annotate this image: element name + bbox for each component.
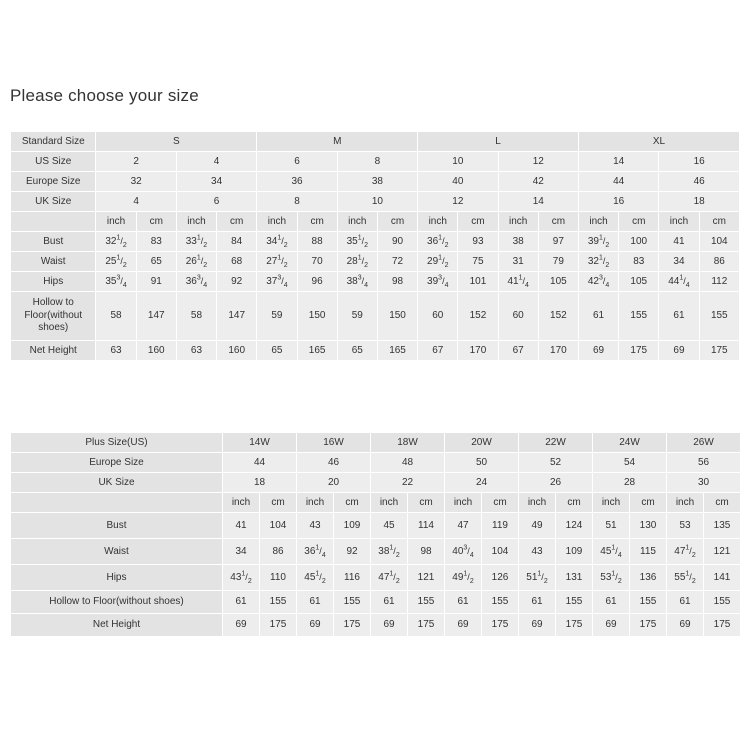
unit-header: cm [704,493,741,513]
measure-value: 65 [337,341,377,361]
size-value: 8 [257,192,337,212]
measure-value: $33^1/_2$ [176,232,216,252]
measure-value: $35^1/_2$ [337,232,377,252]
measure-value: $36^3/_4$ [176,272,216,292]
measure-value: 69 [445,614,482,637]
row-label-hollow-to-floor: Hollow to Floor(without shoes) [11,292,96,341]
measure-value: 141 [704,565,741,591]
measure-value: 175 [630,614,667,637]
size-value: 12 [498,152,578,172]
measure-value: 69 [659,341,699,361]
plus-size-header: 14W [223,433,297,453]
table-row [11,212,740,232]
measure-value: $36^1/_4$ [297,539,334,565]
table-row [11,513,741,539]
measure-value: 38 [498,232,538,252]
size-group-header: S [96,132,257,152]
unit-header: inch [498,212,538,232]
measure-value: $28^1/_2$ [337,252,377,272]
size-value: 44 [578,172,658,192]
size-value: 46 [659,172,740,192]
table-row [11,433,741,453]
size-value: 14 [578,152,658,172]
measure-value: $32^1/_2$ [578,252,618,272]
measure-value: 49 [519,513,556,539]
measure-value: 67 [418,341,458,361]
measure-value: 83 [619,252,659,272]
unit-header: cm [217,212,257,232]
row-label-standard-size: Standard Size [11,132,96,152]
measure-value: 61 [519,591,556,614]
table-row [11,453,741,473]
measure-value: $32^1/_2$ [96,232,136,252]
measure-value: 104 [260,513,297,539]
measure-value: 43 [297,513,334,539]
measure-value: 175 [260,614,297,637]
unit-header: inch [519,493,556,513]
table-row [11,272,740,292]
measure-value: $27^1/_2$ [257,252,297,272]
measure-value: $39^3/_4$ [418,272,458,292]
measure-value: 119 [482,513,519,539]
size-value: 14 [498,192,578,212]
size-value: 28 [593,473,667,493]
row-label-hips: Hips [11,272,96,292]
table-row [11,565,741,591]
measure-value: 86 [260,539,297,565]
measure-value: 58 [176,292,216,341]
measure-value: 41 [659,232,699,252]
measure-value: 124 [556,513,593,539]
plus-size-table [10,432,741,637]
measure-value: 175 [482,614,519,637]
plus-size-header: 16W [297,433,371,453]
measure-value: 104 [482,539,519,565]
measure-value: 155 [334,591,371,614]
measure-value: 70 [297,252,337,272]
row-label-europe-size: Europe Size [11,453,223,473]
unit-header: inch [371,493,408,513]
measure-value: 155 [408,591,445,614]
table-row [11,232,740,252]
table-row [11,493,741,513]
plus-size-header: 20W [445,433,519,453]
measure-value: $43^1/_2$ [223,565,260,591]
size-value: 4 [176,152,256,172]
size-value: 42 [498,172,578,192]
measure-value: 109 [556,539,593,565]
unit-header: cm [260,493,297,513]
measure-value: 104 [699,232,739,252]
measure-value: 165 [297,341,337,361]
size-value: 52 [519,453,593,473]
unit-header: cm [699,212,739,232]
measure-value: $47^1/_2$ [371,565,408,591]
measure-value: $45^1/_2$ [297,565,334,591]
measure-value: 69 [519,614,556,637]
measure-value: $49^1/_2$ [445,565,482,591]
unit-header: inch [223,493,260,513]
measure-value: 96 [297,272,337,292]
size-value: 44 [223,453,297,473]
measure-value: 90 [377,232,417,252]
measure-value: 121 [704,539,741,565]
measure-value: 69 [593,614,630,637]
measure-value: 60 [498,292,538,341]
measure-value: 135 [704,513,741,539]
measure-value: 152 [458,292,498,341]
measure-value: 72 [377,252,417,272]
measure-value: 79 [538,252,578,272]
size-value: 38 [337,172,417,192]
size-value: 16 [659,152,740,172]
measure-value: 31 [498,252,538,272]
table-row [11,591,741,614]
measure-value: $47^1/_2$ [667,539,704,565]
plus-size-header: 22W [519,433,593,453]
measure-value: 67 [498,341,538,361]
size-value: 10 [418,152,498,172]
measure-value: 121 [408,565,445,591]
measure-value: 65 [257,341,297,361]
row-label-bust: Bust [11,232,96,252]
measure-value: 130 [630,513,667,539]
table-row [11,172,740,192]
unit-header: inch [337,212,377,232]
table-row [11,473,741,493]
measure-value: 97 [538,232,578,252]
row-label-net-height: Net Height [11,614,223,637]
unit-header: cm [334,493,371,513]
measure-value: $39^1/_2$ [578,232,618,252]
measure-value: 51 [593,513,630,539]
measure-value: 61 [223,591,260,614]
plus-size-header: 26W [667,433,741,453]
size-value: 4 [96,192,176,212]
measure-value: 47 [445,513,482,539]
measure-value: 69 [297,614,334,637]
size-value: 50 [445,453,519,473]
measure-value: 91 [136,272,176,292]
measure-value: 84 [217,232,257,252]
measure-value: 59 [337,292,377,341]
measure-value: 59 [257,292,297,341]
measure-value: 147 [136,292,176,341]
unit-header: inch [659,212,699,232]
measure-value: 100 [619,232,659,252]
size-value: 24 [445,473,519,493]
unit-header: cm [408,493,445,513]
measure-value: 155 [704,591,741,614]
measure-value: 61 [659,292,699,341]
measure-value: $29^1/_2$ [418,252,458,272]
measure-value: 150 [297,292,337,341]
row-label-units [11,212,96,232]
row-label-europe-size: Europe Size [11,172,96,192]
row-label-uk-size: UK Size [11,473,223,493]
table-row [11,292,740,341]
measure-value: 155 [482,591,519,614]
measure-value: $44^1/_4$ [659,272,699,292]
measure-value: 175 [556,614,593,637]
measure-value: 34 [659,252,699,272]
unit-header: inch [578,212,618,232]
measure-value: 58 [96,292,136,341]
table-row [11,614,741,637]
measure-value: 41 [223,513,260,539]
unit-header: cm [458,212,498,232]
size-value: 40 [418,172,498,192]
unit-header: inch [297,493,334,513]
unit-header: inch [257,212,297,232]
row-label-waist: Waist [11,539,223,565]
size-value: 22 [371,473,445,493]
measure-value: 93 [458,232,498,252]
measure-value: $51^1/_2$ [519,565,556,591]
measure-value: 115 [630,539,667,565]
measure-value: 155 [556,591,593,614]
unit-header: cm [297,212,337,232]
unit-header: cm [630,493,667,513]
measure-value: 60 [418,292,458,341]
measure-value: $36^1/_2$ [418,232,458,252]
measure-value: 69 [578,341,618,361]
size-value: 30 [667,473,741,493]
row-label-us-size: US Size [11,152,96,172]
table-row [11,192,740,212]
size-value: 26 [519,473,593,493]
size-value: 6 [176,192,256,212]
measure-value: $25^1/_2$ [96,252,136,272]
measure-value: 61 [578,292,618,341]
row-label-units [11,493,223,513]
measure-value: 165 [377,341,417,361]
unit-header: inch [418,212,458,232]
measure-value: 155 [699,292,739,341]
size-value: 34 [176,172,256,192]
measure-value: 63 [176,341,216,361]
measure-value: 147 [217,292,257,341]
measure-value: 61 [667,591,704,614]
measure-value: 175 [704,614,741,637]
measure-value: 53 [667,513,704,539]
table-row [11,252,740,272]
measure-value: 114 [408,513,445,539]
size-value: 36 [257,172,337,192]
measure-value: 98 [377,272,417,292]
measure-value: $45^1/_4$ [593,539,630,565]
measure-value: $55^1/_2$ [667,565,704,591]
size-value: 6 [257,152,337,172]
table-row [11,341,740,361]
size-value: 10 [337,192,417,212]
size-value: 48 [371,453,445,473]
measure-value: 105 [538,272,578,292]
row-label-hollow-to-floor: Hollow to Floor(without shoes) [11,591,223,614]
measure-value: 43 [519,539,556,565]
unit-header: inch [667,493,704,513]
measure-value: $42^3/_4$ [578,272,618,292]
measure-value: 98 [408,539,445,565]
table-row [11,132,740,152]
measure-value: 69 [371,614,408,637]
measure-value: 65 [136,252,176,272]
row-label-net-height: Net Height [11,341,96,361]
size-value: 18 [659,192,740,212]
row-label-uk-size: UK Size [11,192,96,212]
measure-value: 155 [619,292,659,341]
unit-header: cm [482,493,519,513]
size-value: 8 [337,152,417,172]
measure-value: 69 [223,614,260,637]
size-value: 32 [96,172,176,192]
measure-value: 110 [260,565,297,591]
measure-value: 170 [458,341,498,361]
measure-value: 68 [217,252,257,272]
measure-value: 131 [556,565,593,591]
row-label-plus-size: Plus Size(US) [11,433,223,453]
unit-header: cm [556,493,593,513]
measure-value: 61 [593,591,630,614]
measure-value: 126 [482,565,519,591]
size-value: 12 [418,192,498,212]
measure-value: 175 [408,614,445,637]
row-label-hips: Hips [11,565,223,591]
unit-header: cm [377,212,417,232]
measure-value: 69 [667,614,704,637]
size-value: 20 [297,473,371,493]
size-value: 18 [223,473,297,493]
measure-value: 152 [538,292,578,341]
measure-value: 155 [260,591,297,614]
measure-value: $53^1/_2$ [593,565,630,591]
size-value: 56 [667,453,741,473]
measure-value: 175 [619,341,659,361]
measure-value: $35^3/_4$ [96,272,136,292]
measure-value: $40^3/_4$ [445,539,482,565]
unit-header: inch [593,493,630,513]
plus-size-header: 18W [371,433,445,453]
measure-value: $26^1/_2$ [176,252,216,272]
measure-value: 116 [334,565,371,591]
size-value: 16 [578,192,658,212]
measure-value: 75 [458,252,498,272]
measure-value: 175 [699,341,739,361]
size-group-header: XL [578,132,739,152]
measure-value: 109 [334,513,371,539]
measure-value: 150 [377,292,417,341]
measure-value: 86 [699,252,739,272]
plus-size-header: 24W [593,433,667,453]
size-value: 2 [96,152,176,172]
table-row [11,539,741,565]
unit-header: inch [445,493,482,513]
measure-value: 160 [217,341,257,361]
measure-value: 170 [538,341,578,361]
measure-value: 101 [458,272,498,292]
unit-header: inch [96,212,136,232]
measure-value: 136 [630,565,667,591]
measure-value: 105 [619,272,659,292]
measure-value: 83 [136,232,176,252]
measure-value: 61 [297,591,334,614]
measure-value: 112 [699,272,739,292]
measure-value: 92 [217,272,257,292]
measure-value: 63 [96,341,136,361]
unit-header: inch [176,212,216,232]
row-label-waist: Waist [11,252,96,272]
measure-value: 175 [334,614,371,637]
table-row [11,152,740,172]
measure-value: 160 [136,341,176,361]
measure-value: 61 [371,591,408,614]
measure-value: $41^1/_4$ [498,272,538,292]
size-value: 54 [593,453,667,473]
measure-value: $37^3/_4$ [257,272,297,292]
measure-value: 61 [445,591,482,614]
row-label-bust: Bust [11,513,223,539]
size-group-header: L [418,132,579,152]
measure-value: $38^3/_4$ [337,272,377,292]
size-value: 46 [297,453,371,473]
size-group-header: M [257,132,418,152]
unit-header: cm [538,212,578,232]
unit-header: cm [619,212,659,232]
measure-value: $34^1/_2$ [257,232,297,252]
measure-value: $38^1/_2$ [371,539,408,565]
measure-value: 155 [630,591,667,614]
standard-size-table [10,131,740,361]
measure-value: 34 [223,539,260,565]
measure-value: 92 [334,539,371,565]
unit-header: cm [136,212,176,232]
measure-value: 88 [297,232,337,252]
measure-value: 45 [371,513,408,539]
page-title: Please choose your size [10,86,199,105]
